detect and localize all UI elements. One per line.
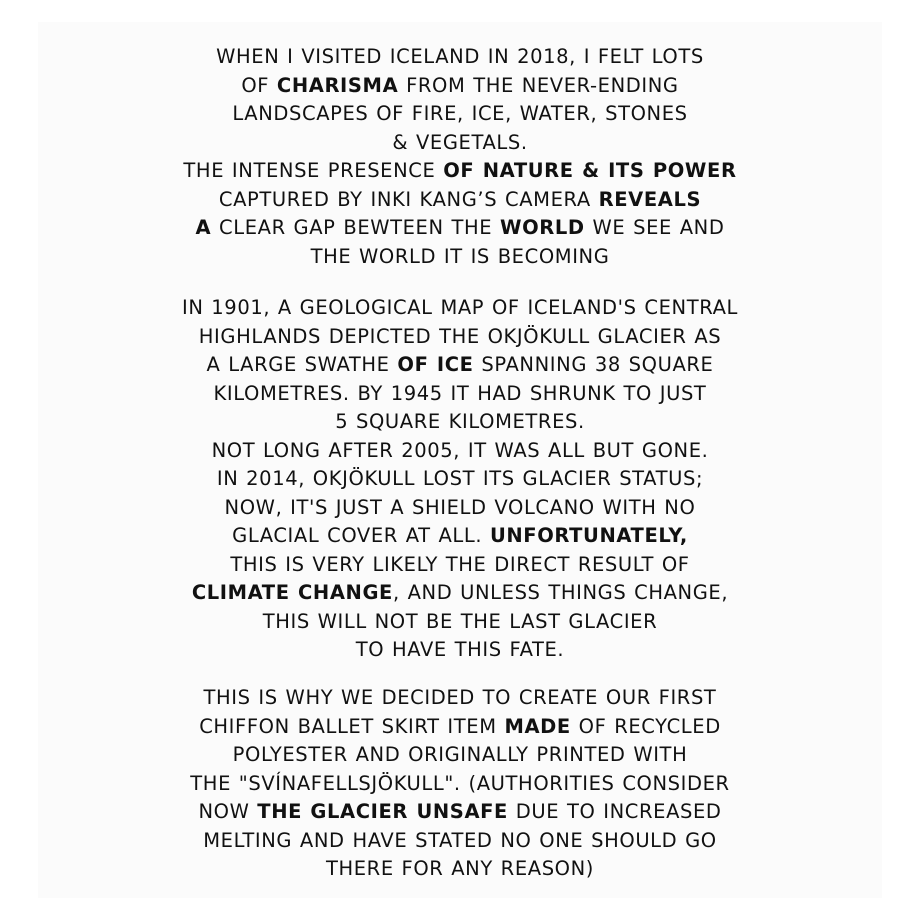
text-segment: NOT LONG AFTER 2005, IT WAS ALL BUT GONE. <box>211 438 709 462</box>
text-line <box>0 408 920 437</box>
text-line <box>0 186 920 215</box>
text-segment: IN 2014, OKJÖKULL LOST ITS GLACIER STATUS; <box>216 467 704 490</box>
text-line <box>0 294 920 323</box>
text-segment: THIS IS WHY WE DECIDED TO CREATE OUR FIRST <box>203 686 717 709</box>
bold-text-segment: CHARISMA <box>276 73 399 97</box>
text-segment: FROM THE NEVER-ENDING <box>398 73 679 97</box>
text-line <box>0 437 920 466</box>
bold-text-segment: OF NATURE & ITS POWER <box>443 159 737 182</box>
text-line <box>0 43 920 72</box>
text-line <box>0 827 920 856</box>
text-line <box>0 465 920 494</box>
text-segment: NOW <box>198 800 258 823</box>
text-segment: HIGHLANDS DEPICTED THE OKJÖKULL GLACIER AS <box>198 324 722 348</box>
text-line <box>0 494 920 523</box>
text-line <box>0 129 920 158</box>
text-line <box>0 770 920 799</box>
text-segment: SPANNING 38 SQUARE <box>473 353 714 376</box>
text-line <box>0 522 920 551</box>
bold-text-segment: WORLD <box>499 216 585 239</box>
text-segment: GLACIAL COVER AT ALL. <box>232 524 490 547</box>
text-line <box>0 72 920 101</box>
text-segment: WE SEE AND <box>584 216 725 239</box>
text-segment: THERE FOR ANY REASON) <box>325 857 595 880</box>
text-line <box>0 579 920 608</box>
bold-text-segment: MADE <box>504 714 571 738</box>
text-line <box>0 636 920 665</box>
text-segment: OF <box>241 73 277 97</box>
paragraph-chiffon-skirt <box>0 684 920 884</box>
bold-text-segment: UNFORTUNATELY, <box>489 524 688 547</box>
bold-text-segment: THE GLACIER UNSAFE <box>257 800 508 823</box>
text-segment: CLEAR GAP BEWTEEN THE <box>211 216 500 239</box>
text-segment: POLYESTER AND ORIGINALLY PRINTED WITH <box>232 743 688 766</box>
text-line <box>0 798 920 827</box>
bold-text-segment: A <box>195 216 212 239</box>
text-segment: CHIFFON BALLET SKIRT ITEM <box>199 714 505 738</box>
text-line <box>0 351 920 380</box>
text-line <box>0 157 920 186</box>
text-line <box>0 855 920 884</box>
text-segment: DUE TO INCREASED <box>507 800 722 823</box>
text-line <box>0 741 920 770</box>
text-line <box>0 243 920 272</box>
text-segment: CAPTURED BY INKI KANG’S CAMERA <box>218 187 599 211</box>
text-segment: NOW, IT'S JUST A SHIELD VOLCANO WITH NO <box>224 495 696 519</box>
text-segment: THIS WILL NOT BE THE LAST GLACIER <box>262 609 658 633</box>
text-line <box>0 608 920 637</box>
text-line <box>0 551 920 580</box>
text-segment: OF RECYCLED <box>570 714 721 738</box>
text-segment: A LARGE SWATHE <box>206 353 398 376</box>
text-segment: IN 1901, A GEOLOGICAL MAP OF ICELAND'S CENTRAL <box>181 296 739 319</box>
text-segment: THE WORLD IT IS BECOMING <box>310 244 610 268</box>
text-line <box>0 323 920 352</box>
text-line <box>0 713 920 742</box>
text-segment: THE "SVÍNAFELLSJÖKULL". (AUTHORITIES CONSIDER <box>190 771 730 795</box>
text-line <box>0 684 920 713</box>
text-segment: TO HAVE THIS FATE. <box>355 638 565 661</box>
text-segment: , AND UNLESS THINGS CHANGE, <box>392 581 729 604</box>
paragraph-okjokull-glacier <box>0 294 920 665</box>
bold-text-segment: REVEALS <box>598 187 702 211</box>
text-segment: THIS IS VERY LIKELY THE DIRECT RESULT OF <box>230 552 690 576</box>
text-segment: 5 SQUARE KILOMETRES. <box>335 410 585 433</box>
bold-text-segment: OF ICE <box>397 353 474 376</box>
text-segment: WHEN I VISITED ICELAND IN 2018, I FELT LOTS <box>216 45 704 68</box>
text-segment: MELTING AND HAVE STATED NO ONE SHOULD GO <box>203 828 717 852</box>
text-segment: LANDSCAPES OF FIRE, ICE, WATER, STONES <box>232 102 688 125</box>
bold-text-segment: CLIMATE CHANGE <box>191 581 393 604</box>
text-line <box>0 100 920 129</box>
text-line <box>0 214 920 243</box>
text-segment: KILOMETRES. BY 1945 IT HAD SHRUNK TO JUST <box>213 381 707 405</box>
text-line <box>0 380 920 409</box>
paragraph-iceland-visit <box>0 43 920 271</box>
text-segment: THE INTENSE PRESENCE <box>183 159 444 182</box>
text-segment: & VEGETALS. <box>392 130 528 154</box>
